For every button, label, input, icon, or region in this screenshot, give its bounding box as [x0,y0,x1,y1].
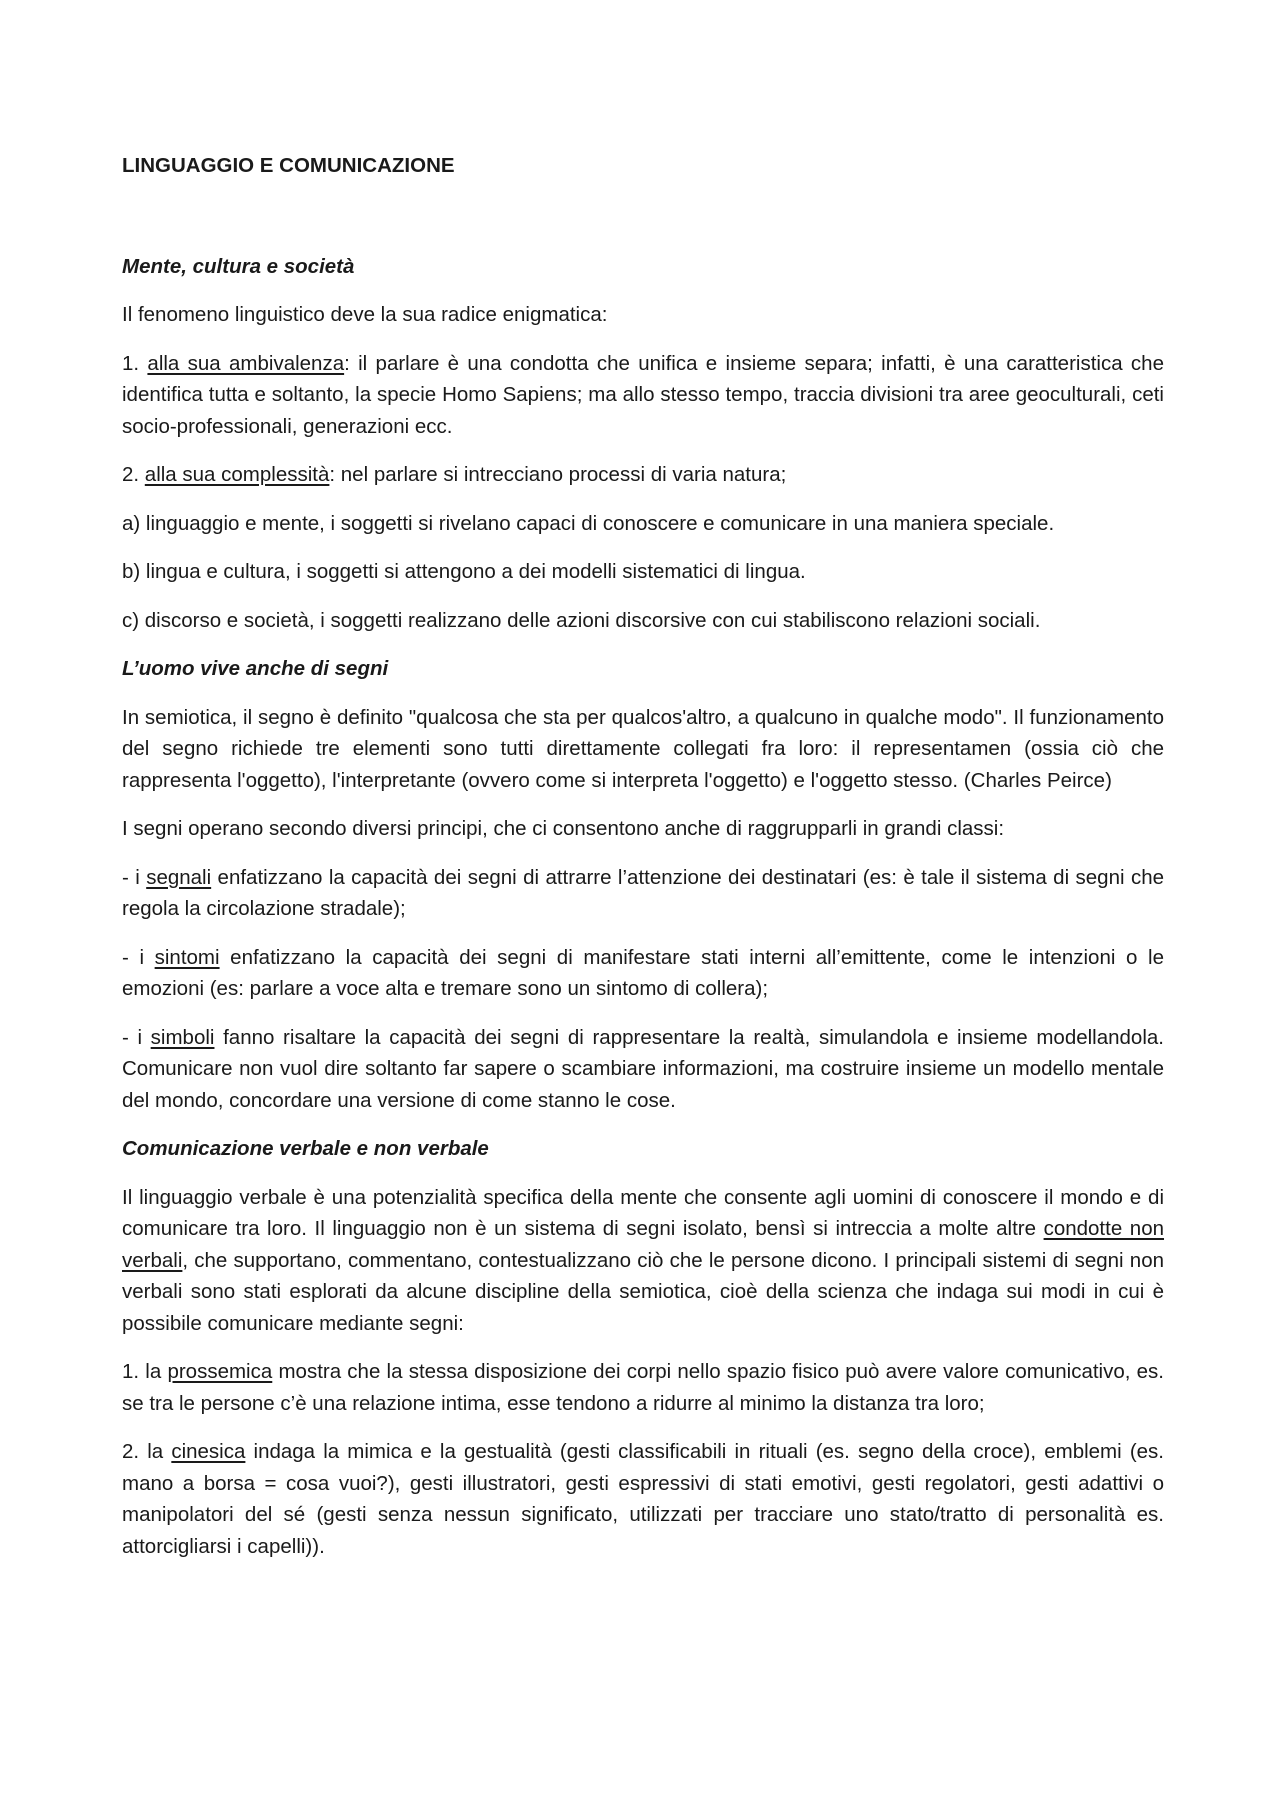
section-title-comunicazione: Comunicazione verbale e non verbale [122,1137,489,1160]
list-item-prossemica [122,1356,1164,1419]
paragraph-linguaggio-verbale [122,1182,1164,1340]
paragraph-text: : il parlare è una condotta che unifica e insieme separa; infatti, è una caratteristica che identifica tutta e soltanto, la specie Homo Sapiens; ma allo stesso tempo, traccia divisioni tra aree geoculturali, ceti socio-professionali, generazioni ecc. [122,351,1164,438]
term-simboli: simboli [150,1025,215,1049]
paragraph-ambivalenza [122,348,1164,443]
list-dash: - i [122,945,155,969]
paragraph-text: enfatizzano la capacità dei segni di manifestare stati interni all’emittente, come le intenzioni o le emozioni (es: parlare a voce alta e tremare sono un sintomo di collera); [122,945,1164,1000]
paragraph-text: indaga la mimica e la gestualità (gesti classificabili in rituali (es. segno della croce), emblemi (es. mano a borsa = cosa vuoi?), gesti illustratori, gesti espressivi di stati emotivi, gesti regolatori, gesti adattivi o manipolatori del sé (gesti senza nessun significato, utilizzati per tracciare uno stato/tratto di personalità es. attorcigliarsi i capelli)). [122,1440,1164,1558]
paragraph-text: enfatizzano la capacità dei segni di attrarre l’attenzione dei destinatari (es: è tale il sistema di segni che regola la circolazione stradale); [122,865,1164,920]
list-number: 2. la [122,1440,172,1463]
list-number: 1. la [122,1360,168,1383]
term-segnali: segnali [146,865,212,889]
term-condotte-non-verbali: condotte non verbali [122,1217,1165,1272]
term-sintomi: sintomi [154,945,220,969]
paragraph-principi: I segni operano secondo diversi principi, che ci consentono anche di raggrupparli in grandi classi: [122,817,1005,840]
document-title: LINGUAGGIO E COMUNICAZIONE [122,154,455,177]
term-complessita: alla sua complessità [144,463,330,486]
list-number: 2. [122,463,145,486]
list-item-sintomi [122,942,1164,1005]
list-item-c: c) discorso e società, i soggetti realizzano delle azioni discorsive con cui stabiliscono relazioni sociali. [122,608,1041,632]
paragraph-complessita [122,459,1164,491]
paragraph-semiotica: In semiotica, il segno è definito "qualcosa che sta per qualcos'altro, a qualcuno in qualche modo". Il funzionamento del segno richiede tre elementi sono tutti direttamente collegati fra loro: il representamen (ossia ciò che rappresenta l'oggetto), l'interpretante (ovvero come si interpreta l'oggetto) e l'oggetto stesso. (Charles Peirce) [122,705,1164,792]
list-item-segnali [122,862,1164,925]
term-cinesica: cinesica [171,1440,246,1463]
paragraph-text: fanno risaltare la capacità dei segni di rappresentare la realtà, simulandola e insieme modellandola. Comunicare non vuol dire soltanto far sapere o scambiare informazioni, ma costruire insieme un modello mentale del mondo, concordare una versione di come stanno le cose. [122,1025,1164,1112]
paragraph-text: Il linguaggio verbale è una potenzialità specifica della mente che consente agli uomini di conoscere il mondo e di comunicare tra loro. Il linguaggio non è un sistema di segni isolato, bensì si intreccia a molte altre [122,1185,1164,1240]
list-item-cinesica [122,1436,1164,1562]
list-item-simboli [122,1022,1164,1117]
paragraph-text: , che supportano, commentano, contestualizzano ciò che le persone dicono. I principali sistemi di segni non verbali sono stati esplorati da alcune discipline della semiotica, cioè della scienza che indaga sui modi in cui è possibile comunicare mediante segni: [122,1248,1164,1335]
paragraph-text: mostra che la stessa disposizione dei corpi nello spazio fisico può avere valore comunicativo, es. se tra le persone c’è una relazione intima, esse tendono a ridurre al minimo la distanza tra loro; [122,1360,1164,1415]
term-prossemica: prossemica [167,1360,273,1383]
section-title-segni: L’uomo vive anche di segni [122,657,389,680]
list-dash: - i [122,1025,151,1049]
list-item-b: b) lingua e cultura, i soggetti si attengono a dei modelli sistematici di lingua. [122,560,806,583]
section-title-mente-cultura-societa: Mente, cultura e società [122,254,355,278]
document-page [122,150,1164,1579]
list-number: 1. [122,351,148,375]
term-ambivalenza: alla sua ambivalenza [147,351,345,375]
paragraph-text: : nel parlare si intrecciano processi di varia natura; [329,463,787,486]
paragraph-intro: Il fenomeno linguistico deve la sua radice enigmatica: [122,303,608,326]
list-item-a: a) linguaggio e mente, i soggetti si rivelano capaci di conoscere e comunicare in una maniera speciale. [122,511,1055,535]
list-dash: - i [122,865,147,889]
